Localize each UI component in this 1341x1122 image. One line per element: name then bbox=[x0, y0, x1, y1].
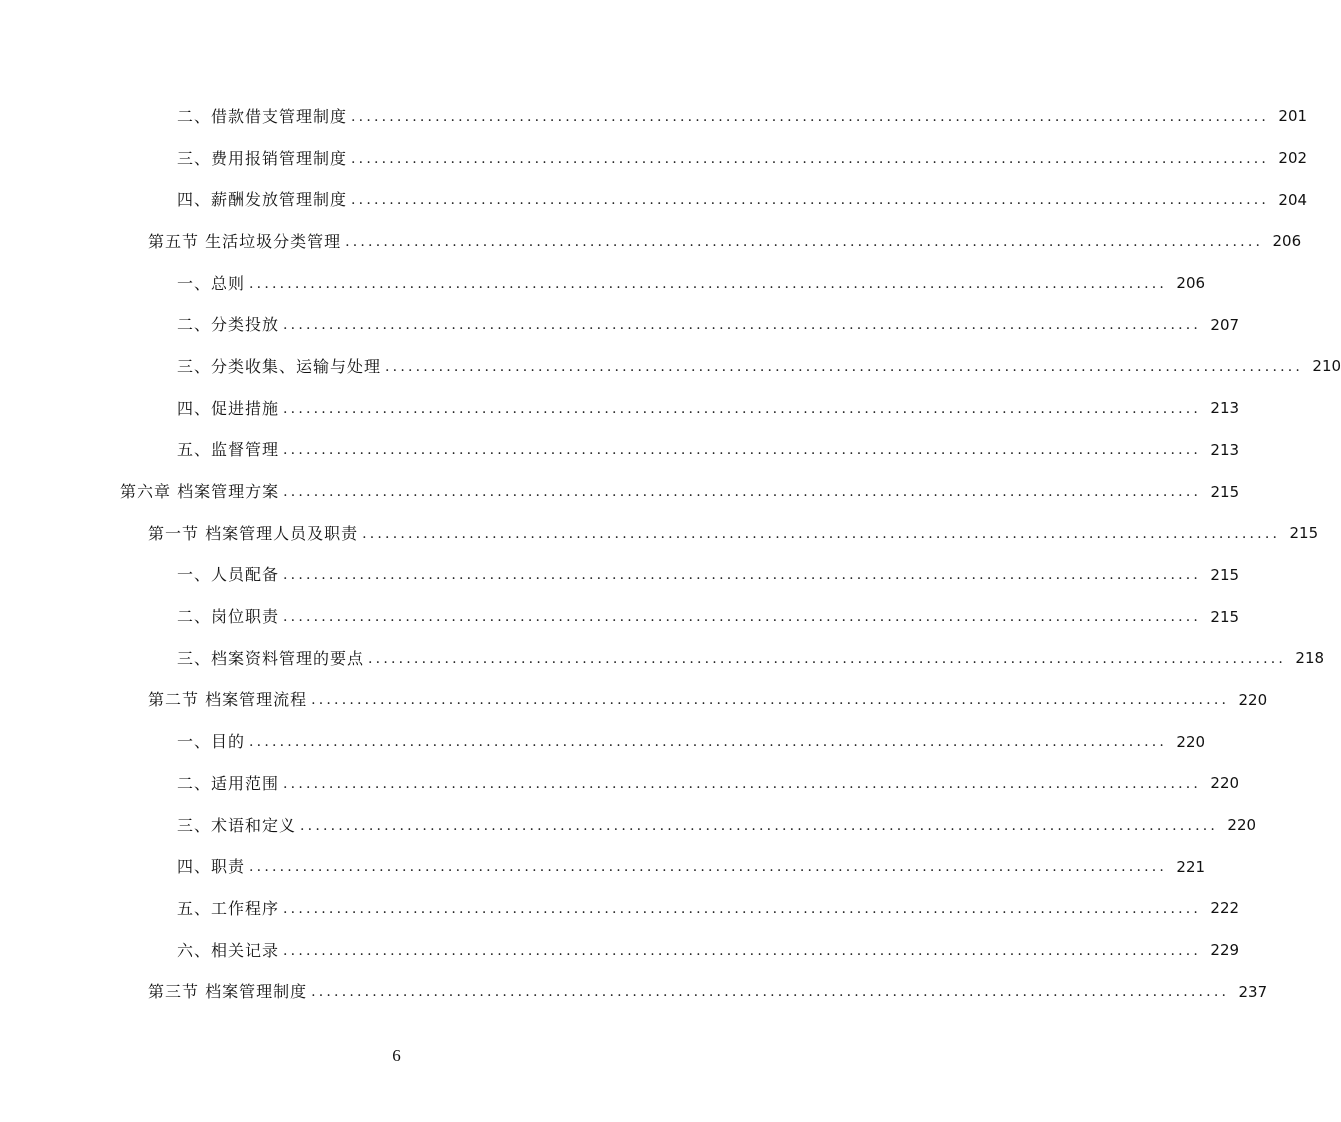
toc-entry-title: 第一节 档案管理人员及职责 bbox=[148, 523, 359, 543]
dot-leader: ........................................................................................................................ bbox=[311, 984, 1230, 1001]
toc-entry-title: 二、分类投放 bbox=[177, 315, 280, 335]
toc-entry-title: 二、岗位职责 bbox=[177, 607, 280, 627]
dot-leader: ........................................................................................................................ bbox=[283, 900, 1202, 917]
toc-entry-page: 202 bbox=[1278, 149, 1308, 168]
dot-leader: ........................................................................................................................ bbox=[311, 692, 1230, 709]
toc-entry-page: 201 bbox=[1278, 107, 1308, 126]
toc-entry-page: 220 bbox=[1176, 732, 1206, 751]
dot-leader: ........................................................................................................................ bbox=[300, 817, 1219, 834]
dot-leader: ........................................................................................................................ bbox=[249, 859, 1168, 876]
toc-entry[interactable] bbox=[0, 179, 1308, 221]
dot-leader: ........................................................................................................................ bbox=[249, 275, 1168, 292]
toc-entry[interactable] bbox=[0, 888, 1240, 930]
toc-entry[interactable] bbox=[0, 555, 1240, 597]
toc-entry[interactable] bbox=[0, 346, 1341, 388]
toc-entry-page: 215 bbox=[1289, 524, 1319, 543]
dot-leader: ........................................................................................................................ bbox=[385, 358, 1304, 375]
dot-leader: ........................................................................................................................ bbox=[283, 567, 1202, 584]
toc-entry-title: 六、相关记录 bbox=[177, 940, 280, 960]
toc-entry-title: 第三节 档案管理制度 bbox=[148, 982, 308, 1002]
toc-entry-title: 四、促进措施 bbox=[177, 398, 280, 418]
toc-entry-page: 206 bbox=[1272, 232, 1302, 251]
toc-entry-page: 207 bbox=[1210, 315, 1240, 334]
toc-entry[interactable] bbox=[0, 430, 1240, 472]
toc-entry-page: 215 bbox=[1210, 565, 1240, 584]
toc-entry-title: 一、人员配备 bbox=[177, 565, 280, 585]
toc-entry-page: 215 bbox=[1210, 482, 1240, 501]
dot-leader: ........................................................................................................................ bbox=[283, 484, 1202, 501]
dot-leader: ........................................................................................................................ bbox=[283, 400, 1202, 417]
toc-entry-title: 三、费用报销管理制度 bbox=[177, 148, 348, 168]
toc-entry-title: 五、工作程序 bbox=[177, 898, 280, 918]
toc-entry[interactable] bbox=[0, 638, 1325, 680]
toc-entry-page: 218 bbox=[1295, 649, 1325, 668]
dot-leader: ........................................................................................................................ bbox=[249, 734, 1168, 751]
toc-entry-title: 第五节 生活垃圾分类管理 bbox=[148, 231, 342, 251]
dot-leader: ........................................................................................................................ bbox=[362, 525, 1281, 542]
toc-entry-title: 四、职责 bbox=[177, 857, 246, 877]
toc-entry-page: 210 bbox=[1312, 357, 1341, 376]
dot-leader: ........................................................................................................................ bbox=[283, 317, 1202, 334]
toc-entry-page: 229 bbox=[1210, 941, 1240, 960]
dot-leader: ........................................................................................................................ bbox=[351, 192, 1270, 209]
dot-leader: ........................................................................................................................ bbox=[283, 775, 1202, 792]
dot-leader: ........................................................................................................................ bbox=[351, 150, 1270, 167]
toc-entry-title: 五、监督管理 bbox=[177, 440, 280, 460]
dot-leader: ........................................................................................................................ bbox=[368, 650, 1287, 667]
toc-entry[interactable] bbox=[0, 805, 1257, 847]
dot-leader: ........................................................................................................................ bbox=[283, 442, 1202, 459]
toc-entry-page: 222 bbox=[1210, 899, 1240, 918]
toc-entry[interactable] bbox=[0, 846, 1206, 888]
table-of-contents bbox=[0, 96, 1341, 1013]
toc-entry[interactable] bbox=[0, 513, 1319, 555]
dot-leader: ........................................................................................................................ bbox=[283, 942, 1202, 959]
toc-entry[interactable] bbox=[0, 96, 1308, 138]
toc-entry-title: 二、适用范围 bbox=[177, 773, 280, 793]
toc-entry-title: 第六章 档案管理方案 bbox=[120, 482, 280, 502]
toc-entry-title: 三、术语和定义 bbox=[177, 815, 297, 835]
toc-entry[interactable] bbox=[0, 971, 1268, 1013]
toc-entry-page: 220 bbox=[1238, 690, 1268, 709]
toc-entry-page: 221 bbox=[1176, 857, 1206, 876]
toc-entry-title: 一、总则 bbox=[177, 273, 246, 293]
toc-entry[interactable] bbox=[0, 763, 1240, 805]
dot-leader: ........................................................................................................................ bbox=[351, 108, 1270, 125]
toc-entry-page: 213 bbox=[1210, 399, 1240, 418]
toc-entry[interactable] bbox=[0, 680, 1268, 722]
toc-entry[interactable] bbox=[0, 721, 1206, 763]
toc-entry-title: 一、目的 bbox=[177, 732, 246, 752]
toc-entry[interactable] bbox=[0, 471, 1240, 513]
dot-leader: ........................................................................................................................ bbox=[345, 233, 1264, 250]
toc-entry-page: 213 bbox=[1210, 440, 1240, 459]
toc-entry[interactable] bbox=[0, 388, 1240, 430]
toc-entry[interactable] bbox=[0, 221, 1302, 263]
page-number: 6 bbox=[392, 1046, 401, 1065]
toc-entry[interactable] bbox=[0, 304, 1240, 346]
toc-entry-title: 三、档案资料管理的要点 bbox=[177, 648, 365, 668]
toc-entry-page: 215 bbox=[1210, 607, 1240, 626]
toc-entry-page: 204 bbox=[1278, 190, 1308, 209]
toc-entry[interactable] bbox=[0, 138, 1308, 180]
dot-leader: ........................................................................................................................ bbox=[283, 609, 1202, 626]
toc-entry-title: 二、借款借支管理制度 bbox=[177, 106, 348, 126]
toc-entry-title: 四、薪酬发放管理制度 bbox=[177, 190, 348, 210]
toc-entry-page: 237 bbox=[1238, 982, 1268, 1001]
toc-entry[interactable] bbox=[0, 596, 1240, 638]
toc-entry[interactable] bbox=[0, 930, 1240, 972]
toc-entry-page: 220 bbox=[1227, 816, 1257, 835]
toc-entry-title: 三、分类收集、运输与处理 bbox=[177, 356, 382, 376]
toc-entry-title: 第二节 档案管理流程 bbox=[148, 690, 308, 710]
toc-entry-page: 220 bbox=[1210, 774, 1240, 793]
toc-entry[interactable] bbox=[0, 263, 1206, 305]
toc-entry-page: 206 bbox=[1176, 274, 1206, 293]
